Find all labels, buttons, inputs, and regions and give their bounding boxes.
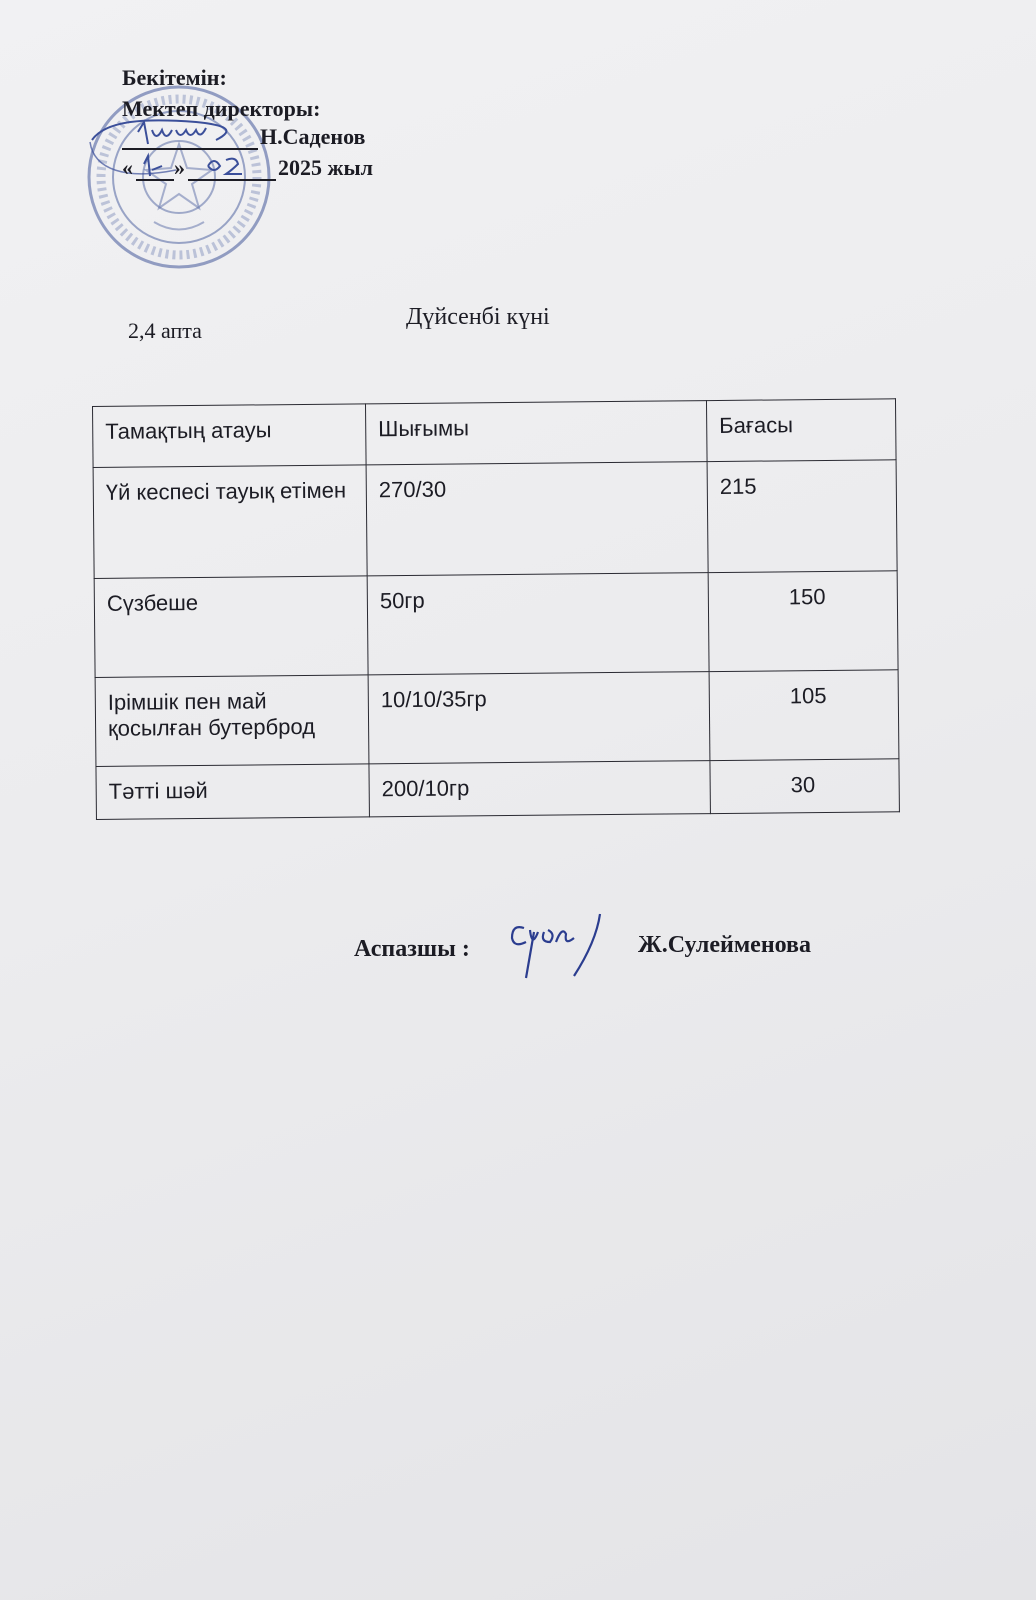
day-label: Дүйсенбі күні xyxy=(406,304,550,330)
director-name: Н.Саденов xyxy=(260,124,366,149)
dish-price: 150 xyxy=(708,571,898,672)
dish-yield: 50гр xyxy=(367,573,709,675)
approval-position: Мектеп директоры: xyxy=(122,96,321,121)
table-row xyxy=(93,460,897,579)
dish-yield: 270/30 xyxy=(366,462,708,576)
director-signature-line xyxy=(122,124,394,154)
dish-name: Сүзбеше xyxy=(94,576,368,678)
table-header-row xyxy=(93,399,897,468)
dish-price: 105 xyxy=(709,670,899,761)
cook-name: Ж.Сулейменова xyxy=(638,932,812,958)
signature-blank xyxy=(122,148,258,150)
approval-block xyxy=(122,62,320,124)
column-header-price: Бағасы xyxy=(706,399,896,462)
table-row xyxy=(94,571,898,678)
column-header-yield: Шығымы xyxy=(365,401,707,465)
approval-date-line xyxy=(122,155,404,185)
date-year: 2025 жыл xyxy=(278,155,373,180)
column-header-dish: Тамақтың атауы xyxy=(93,404,367,468)
date-month-blank xyxy=(188,179,276,181)
dish-price: 30 xyxy=(710,759,900,814)
menu-table xyxy=(92,398,900,820)
date-open-quote: « xyxy=(122,155,133,180)
dish-price: 215 xyxy=(707,460,897,573)
dish-name: Ірімшік пен май қосылған бутерброд xyxy=(95,675,369,767)
week-label: 2,4 апта xyxy=(128,318,202,343)
dish-yield: 200/10гр xyxy=(369,761,710,817)
cook-label: Аспазшы : xyxy=(354,936,470,962)
dish-name: Үй кеспесі тауық етімен xyxy=(93,465,367,579)
table-row xyxy=(96,759,899,820)
dish-yield: 10/10/35гр xyxy=(368,672,710,764)
dish-name: Тәтті шәй xyxy=(96,764,369,820)
table-row xyxy=(95,670,899,767)
date-day-blank xyxy=(136,179,174,181)
date-close-quote: » xyxy=(174,155,185,180)
approval-title: Бекітемін: xyxy=(122,65,227,90)
cook-signature-block xyxy=(354,932,854,996)
